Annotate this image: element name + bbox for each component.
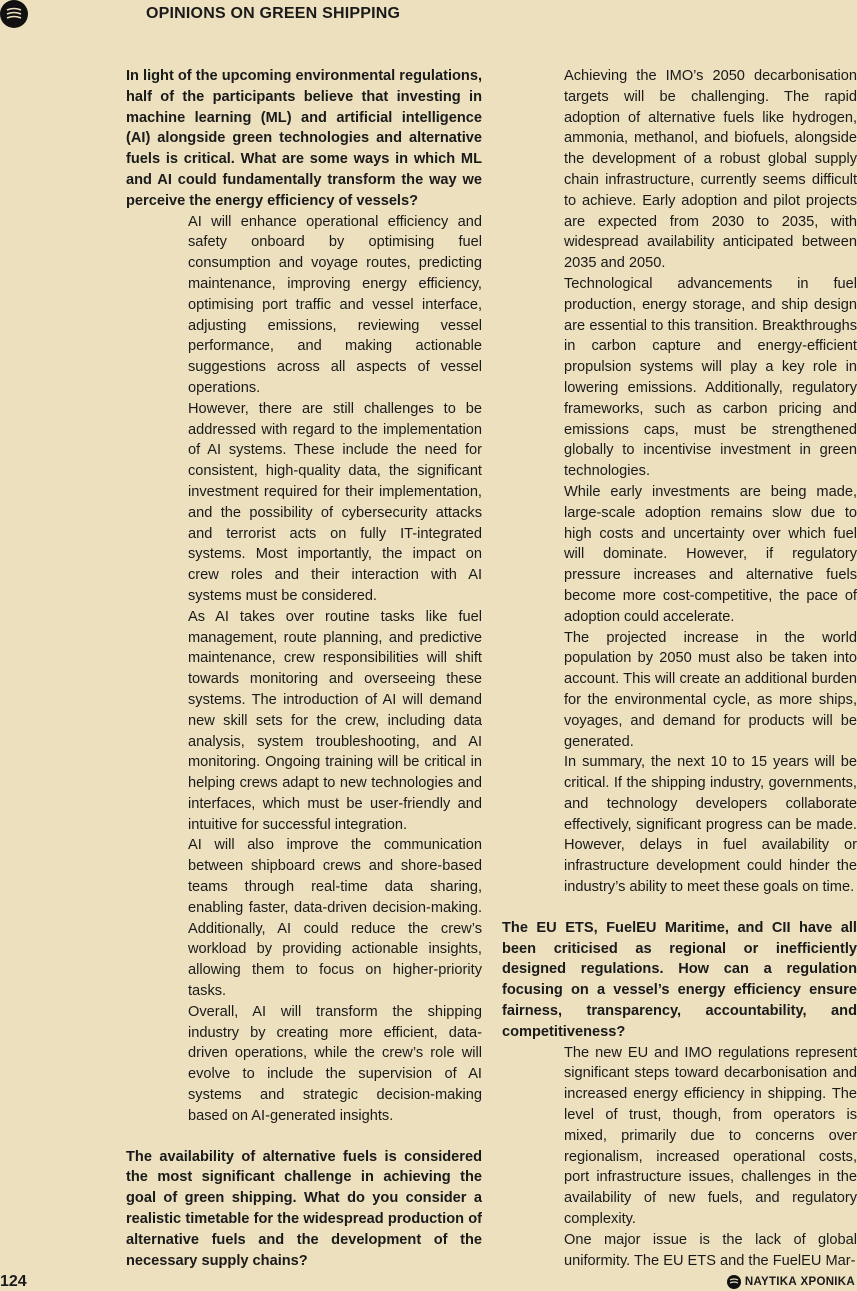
question-ai-ml: In light of the upcoming environmental regulations, half of the participants believe that investing in machine learning (ML) and artificial intelligence (AI) alongside green technologies and alternative fuels is critical. What are some ways in which ML and AI could fundamentally transform the way we perceive the energy efficiency of vessels? bbox=[126, 68, 482, 209]
answer-paragraph: Achieving the IMO’s 2050 decarbonisation targets will be challenging. The rapid adoption of alternative fuels like hydrogen, ammonia, methanol, and biofuels, alongside the development of a robust global supply chain infrastructure, currently seems difficult to achieve. Early adoption and pilot projects are expected from 2030 to 2035, with widespread availability anticipated between 2035 and 2050. bbox=[564, 68, 857, 272]
question-regulations: The EU ETS, FuelEU Maritime, and CII have all been criticised as regional or inefficiently designed regulations. How can a regulation focusing on a vessel’s energy efficiency ensure fairness, transparency, accountability, and competitiveness? bbox=[502, 919, 857, 1040]
answer-paragraph: While early investments are being made, large-scale adoption remains slow due to high costs and uncertainty over which fuel will dominate. However, if regulatory pressure increases and alternative fuels become more cost-competitive, the pace of adoption could accelerate. bbox=[564, 483, 857, 625]
answer-paragraph: The new EU and IMO regulations represent significant steps toward decarbonisation and increased energy efficiency in shipping. The level of trust, though, from operators is mixed, primarily due to concerns over regionalism, increased operational costs, port infrastructure issues, challenges in the availability of new fuels, and regulatory complexity. bbox=[564, 1044, 857, 1228]
brand-name: ΝΑΥΤΙΚΑ ΧΡΟΝΙΚΑ bbox=[744, 1276, 855, 1288]
answer-paragraph: As AI takes over routine tasks like fuel management, route planning, and predictive maintenance, crew responsibilities will shift towards monitoring and overseeing these systems. The introduction of AI will demand new skill sets for the crew, including data analysis, system troubleshooting, and AI monitoring. Ongoing training will be critical in helping crews adapt to new technologies and interfaces, which must be user-friendly and intuitive for successful integration. bbox=[188, 608, 482, 833]
question-alternative-fuels: The availability of alternative fuels is considered the most significant challenge in achieving the goal of green shipping. What do you consider a realistic timetable for the widespread production of alternative fuels and the development of the necessary supply chains? bbox=[126, 1148, 482, 1269]
right-column bbox=[502, 66, 857, 1271]
answer-paragraph: The projected increase in the world population by 2050 must also be taken into account. This will create an additional burden for the environmental cycle, as more ships, voyages, and demand for products will be generated. bbox=[564, 629, 857, 750]
brand-logo-icon bbox=[727, 1275, 741, 1289]
answer-paragraph: Technological advancements in fuel production, energy storage, and ship design are essential to this transition. Breakthroughs in carbon capture and energy-efficient propulsion systems will play a key role in lowering emissions. Additionally, regulatory frameworks, such as carbon pricing and emissions caps, must be strengthened globally to incentivise investment in green technologies. bbox=[564, 275, 857, 480]
answer-paragraph: One major issue is the lack of global uniformity. The EU ETS and the FuelEU Mar- bbox=[564, 1231, 857, 1269]
answer-paragraph: AI will enhance operational efficiency and safety onboard by optimising fuel consumption and voyage routes, predicting maintenance, improving energy efficiency, optimising port traffic and vessel interface, adjusting emissions, reviewing vessel performance, and making actionable suggestions across all aspects of vessel operations. bbox=[188, 213, 482, 396]
section-title: OPINIONS ON GREEN SHIPPING bbox=[146, 5, 401, 22]
publication-brand bbox=[727, 1275, 855, 1289]
answer-paragraph: However, there are still challenges to be addressed with regard to the implementation of AI systems. These include the need for consistent, high-quality data, the significant investment required for their implementation, and the possibility of cybersecurity attacks and terrorist acts on fully IT-integrated systems. Most importantly, the impact on crew roles and their interaction with AI systems must be considered. bbox=[188, 400, 482, 604]
left-column bbox=[126, 66, 482, 1271]
answer-paragraph: AI will also improve the communication between shipboard crews and shore-based teams through real-time data sharing, enabling faster, data-driven decision-making. Additionally, AI could reduce the crew’s workload by providing actionable insights, allowing them to focus on higher-priority tasks. bbox=[188, 837, 482, 1000]
magazine-logo-icon bbox=[0, 0, 28, 28]
page-number: 124 bbox=[0, 1273, 27, 1290]
answer-paragraph: In summary, the next 10 to 15 years will be critical. If the shipping industry, governments, and technology developers collaborate effectively, significant progress can be made. However, delays in fuel availability or infrastructure development could hinder the industry’s ability to meet these goals on time. bbox=[564, 754, 857, 896]
answer-paragraph: Overall, AI will transform the shipping industry by creating more efficient, data-driven operations, while the crew’s role will evolve to include the supervision of AI systems and strategic decision-making based on AI-generated insights. bbox=[188, 1003, 482, 1124]
